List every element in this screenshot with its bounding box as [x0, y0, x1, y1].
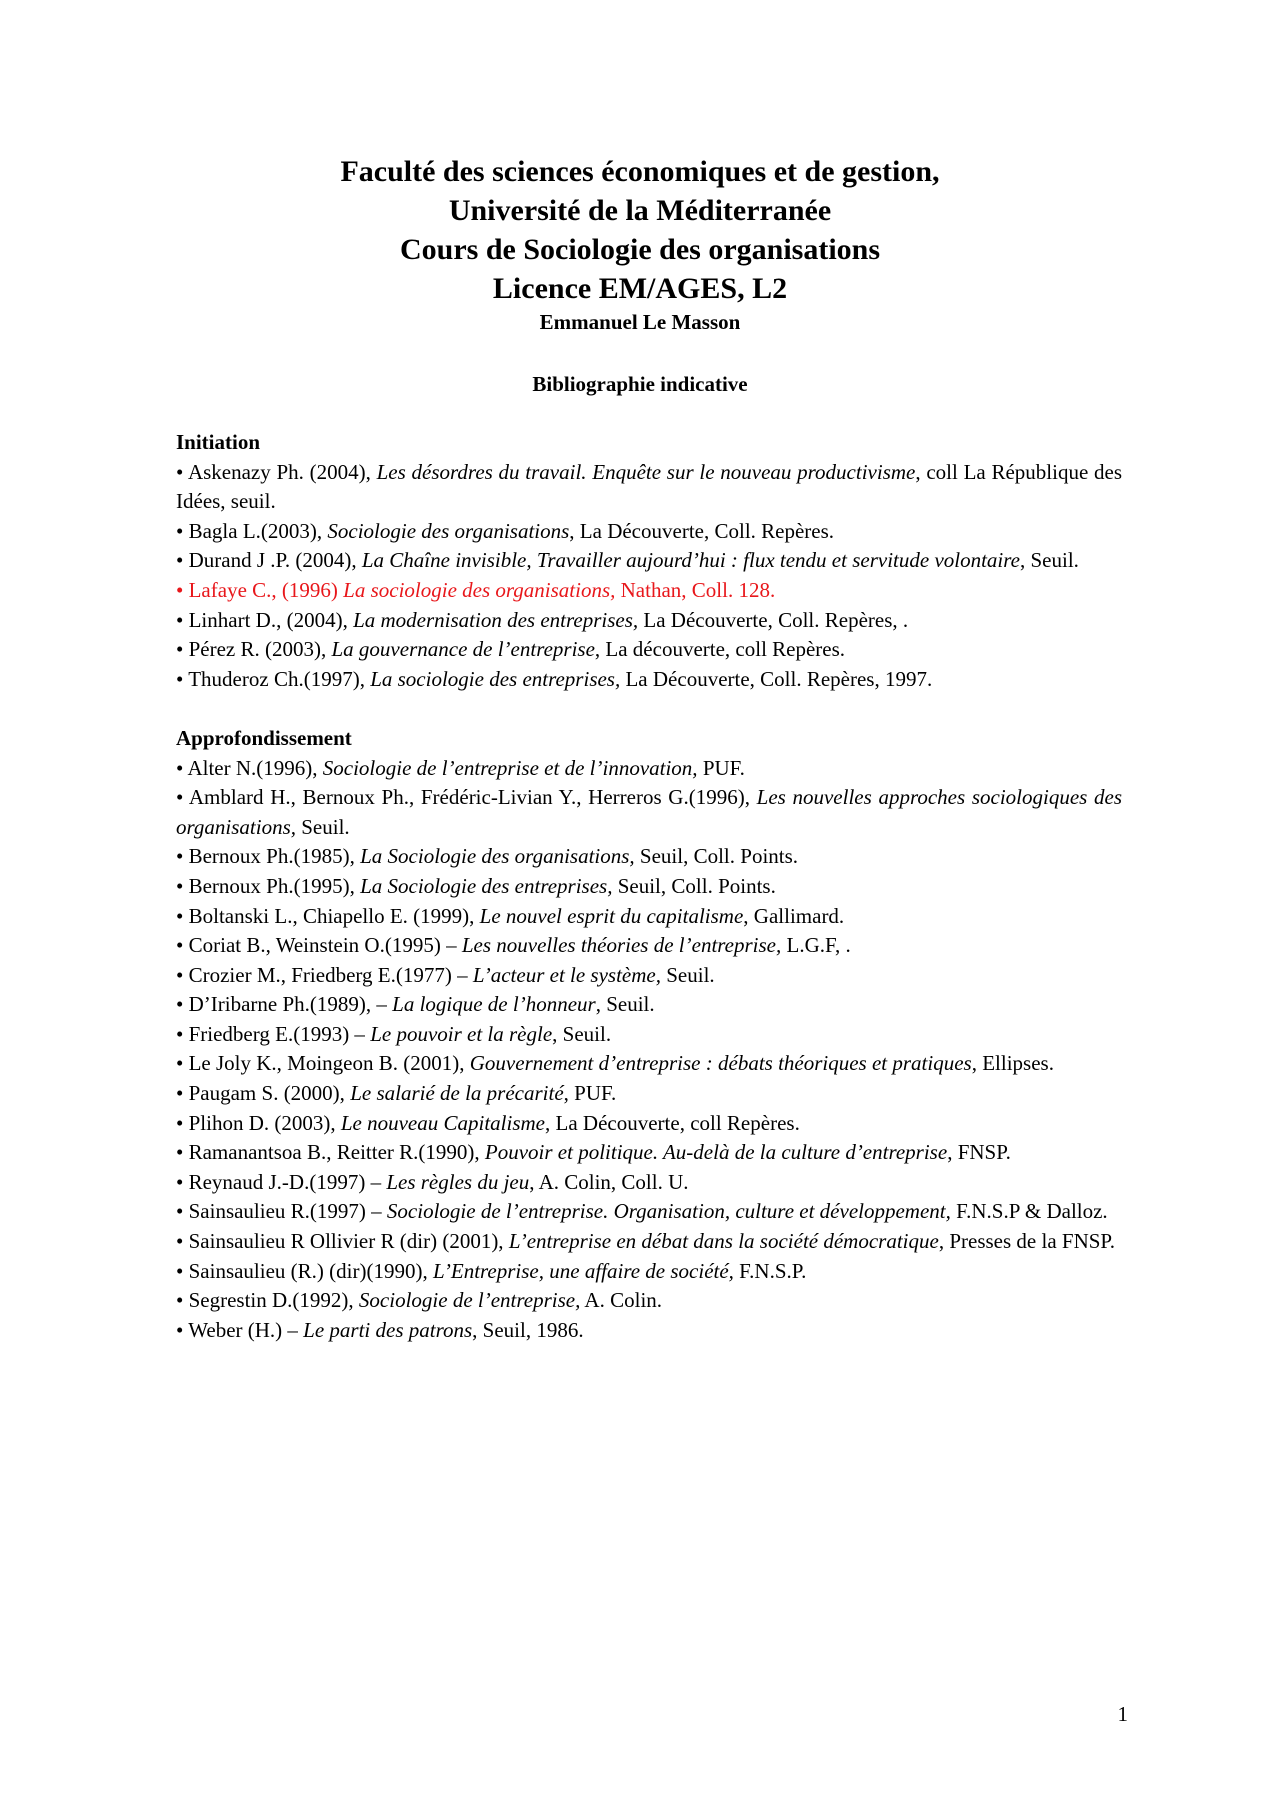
- page-number: 1: [1117, 1702, 1128, 1726]
- bibliography-entry: [176, 872, 1122, 902]
- entry-author: Sainsaulieu (R.) (dir)(1990),: [188, 1258, 433, 1283]
- entry-bullet: •: [176, 755, 188, 780]
- entry-title: Les nouvelles approches sociologiques des organisations,: [176, 785, 1122, 839]
- bibliography-entry: [176, 458, 1122, 517]
- entry-author: Sainsaulieu R.(1997) –: [188, 1199, 387, 1224]
- entry-publisher: , La découverte, coll Repères.: [594, 637, 846, 662]
- bibliography-entry: [176, 665, 1122, 695]
- entry-title: Gouvernement d’entreprise : débats théoriques et pratiques: [469, 1051, 972, 1076]
- entry-bullet: •: [176, 1317, 189, 1342]
- entry-bullet: •: [176, 785, 189, 810]
- entry-bullet: •: [176, 962, 189, 987]
- entry-bullet: •: [176, 1258, 189, 1283]
- bibliography-entry: [176, 1316, 1122, 1346]
- entry-title: La Sociologie des entreprises,: [360, 873, 613, 898]
- entry-author: Bernoux Ph.(1985),: [188, 844, 361, 869]
- entry-publisher: , Seuil, 1986.: [472, 1317, 584, 1342]
- entry-author: Askenazy Ph. (2004),: [187, 459, 377, 484]
- bibliography-entry: [176, 1020, 1122, 1050]
- bibliography-entry: [176, 546, 1122, 576]
- entry-publisher: Seuil, Coll. Points.: [612, 873, 776, 898]
- entry-bullet: •: [176, 577, 189, 602]
- entry-bullet: •: [176, 548, 189, 573]
- entry-publisher: Nathan, Coll. 128.: [615, 577, 776, 602]
- entry-author: Plihon D. (2003),: [188, 1110, 341, 1135]
- bibliography-entry: [176, 902, 1122, 932]
- bibliography-entry: [176, 517, 1122, 547]
- entry-bullet: •: [176, 1140, 189, 1165]
- entry-title: Pouvoir et politique. Au-delà de la culture d’entreprise: [484, 1140, 948, 1165]
- entry-title: Sociologie de l’entreprise et de l’innovation,: [322, 755, 698, 780]
- entry-author: Crozier M., Friedberg E.(1977) –: [188, 962, 473, 987]
- bibliography-entry: [176, 842, 1122, 872]
- entry-title: Les désordres du travail. Enquête sur le nouveau productivisme: [376, 459, 916, 484]
- entry-author: Paugam S. (2000),: [188, 1081, 351, 1106]
- entry-publisher: A. Colin.: [580, 1288, 663, 1313]
- entry-publisher: L.G.F, .: [781, 933, 851, 958]
- bibliography-entry: [176, 990, 1122, 1020]
- section-title-approfondissement: Approfondissement: [176, 725, 352, 750]
- entry-bullet: •: [176, 1051, 189, 1076]
- entry-publisher: Seuil, Coll. Points.: [634, 844, 799, 869]
- entry-bullet: •: [176, 1169, 189, 1194]
- header-course: Cours de Sociologie des organisations: [399, 233, 881, 266]
- entry-publisher: F.N.S.P.: [733, 1258, 807, 1283]
- entry-bullet: •: [176, 1110, 189, 1135]
- entry-title: La gouvernance de l’entreprise: [331, 637, 595, 662]
- header-level: Licence EM/AGES, L2: [492, 272, 788, 305]
- entry-title: Le parti des patrons: [303, 1317, 473, 1342]
- entry-bullet: •: [176, 637, 189, 662]
- bibliography-content: [176, 428, 1122, 1345]
- entry-bullet: •: [176, 992, 189, 1017]
- entry-author: Ramanantsoa B., Reitter R.(1990),: [188, 1140, 485, 1165]
- section-title-initiation: Initiation: [176, 430, 261, 454]
- entry-bullet: •: [176, 1288, 189, 1313]
- entry-publisher: , A. Colin, Coll. U.: [529, 1169, 689, 1194]
- entry-author: Alter N.(1996),: [187, 755, 323, 780]
- bibliography-entry: [176, 1197, 1122, 1227]
- entry-publisher: PUF.: [697, 755, 745, 780]
- entry-bullet: •: [176, 933, 189, 958]
- entry-title: La Sociologie des organisations,: [360, 844, 635, 869]
- entry-title: La logique de l’honneur: [392, 992, 596, 1017]
- entry-title: La sociologie des organisations,: [343, 577, 616, 602]
- bibliography-entry: [176, 783, 1122, 842]
- entry-author: Amblard H., Bernoux Ph., Frédéric-Livian Y., Herreros G.(1996),: [188, 785, 757, 810]
- entry-publisher: , Ellipses.: [971, 1051, 1054, 1076]
- entry-title: Sociologie des organisations: [327, 518, 570, 543]
- entry-author: Lafaye C., (1996): [188, 577, 344, 602]
- entry-publisher: Seuil.: [661, 962, 715, 987]
- bibliography-entry: [176, 1138, 1122, 1168]
- entry-title: Le nouvel esprit du capitalisme: [479, 903, 744, 928]
- header-university: Université de la Méditerranée: [448, 194, 832, 227]
- document-header: [0, 152, 1280, 336]
- entry-publisher: , Seuil.: [552, 1021, 612, 1046]
- entry-author: Boltanski L., Chiapello E. (1999),: [188, 903, 480, 928]
- entry-publisher: , coll La République des Idées, seuil.: [176, 459, 1123, 514]
- entry-bullet: •: [176, 1229, 189, 1254]
- bibliography-entry: [176, 1257, 1122, 1287]
- bibliography-title: Bibliographie indicative: [532, 372, 748, 396]
- entry-bullet: •: [176, 844, 189, 869]
- entry-author: Reynaud J.-D.(1997) –: [188, 1169, 387, 1194]
- entry-author: Thuderoz Ch.(1997),: [188, 666, 371, 691]
- entry-publisher: , FNSP.: [947, 1140, 1011, 1165]
- entry-title: Le salarié de la précarité: [350, 1081, 564, 1106]
- section-spacer: [176, 694, 1122, 724]
- entry-bullet: •: [176, 903, 189, 928]
- entry-bullet: •: [176, 1081, 189, 1106]
- entry-title: La sociologie des entreprises,: [370, 666, 621, 691]
- entry-author: Weber (H.) –: [188, 1317, 304, 1342]
- entry-publisher: Seuil.: [296, 814, 350, 839]
- entry-publisher: , La Découverte, coll Repères.: [545, 1110, 800, 1135]
- entry-publisher: , Seuil.: [595, 992, 655, 1017]
- entry-bullet: •: [176, 1021, 189, 1046]
- header-faculty: Faculté des sciences économiques et de gestion,: [340, 155, 940, 188]
- bibliography-entry: [176, 1109, 1122, 1139]
- entry-publisher: La Découverte, Coll. Repères, .: [638, 607, 909, 632]
- bibliography-entry: [176, 754, 1122, 784]
- bibliography-entry: [176, 1286, 1122, 1316]
- entry-publisher: , Gallimard.: [743, 903, 845, 928]
- entry-author: Le Joly K., Moingeon B. (2001),: [188, 1051, 470, 1076]
- bibliography-entry: [176, 1168, 1122, 1198]
- entry-title: Le nouveau Capitalisme: [340, 1110, 546, 1135]
- bibliography-entry: [176, 961, 1122, 991]
- entry-title: Les nouvelles théories de l’entreprise,: [461, 933, 782, 958]
- entry-title: La Chaîne invisible, Travailler aujourd’hui : flux tendu et servitude volontaire: [361, 548, 1020, 573]
- entry-publisher: La Découverte, Coll. Repères, 1997.: [620, 666, 933, 691]
- entry-publisher: , PUF.: [563, 1081, 617, 1106]
- bibliography-entry: [176, 1049, 1122, 1079]
- entry-author: Bagla L.(2003),: [188, 518, 328, 543]
- entry-bullet: •: [176, 459, 188, 484]
- entry-title: Sociologie de l’entreprise,: [358, 1288, 581, 1313]
- bibliography-entry: [176, 1079, 1122, 1109]
- entry-title: La modernisation des entreprises,: [353, 607, 639, 632]
- entry-title: Les règles du jeu: [386, 1169, 530, 1194]
- entry-author: Coriat B., Weinstein O.(1995) –: [188, 933, 462, 958]
- entry-author: Friedberg E.(1993) –: [188, 1021, 371, 1046]
- entry-bullet: •: [176, 1199, 189, 1224]
- entry-bullet: •: [176, 873, 189, 898]
- bibliography-entry-highlighted: [176, 576, 1122, 606]
- entry-author: Bernoux Ph.(1995),: [188, 873, 361, 898]
- entry-author: Durand J .P. (2004),: [188, 548, 362, 573]
- entry-publisher: , Seuil.: [1019, 548, 1079, 573]
- entry-title: Le pouvoir et la règle: [370, 1021, 553, 1046]
- entry-publisher: , La Découverte, Coll. Repères.: [569, 518, 835, 543]
- header-author: Emmanuel Le Masson: [539, 310, 741, 334]
- entry-author: Sainsaulieu R Ollivier R (dir) (2001),: [188, 1229, 509, 1254]
- entry-title: L’acteur et le système,: [472, 962, 661, 987]
- entry-author: Segrestin D.(1992),: [188, 1288, 359, 1313]
- entry-title: L’entreprise en débat dans la société démocratique: [508, 1229, 939, 1254]
- entry-publisher: F.N.S.P & Dalloz.: [950, 1199, 1108, 1224]
- entry-bullet: •: [176, 607, 189, 632]
- bibliography-entry: [176, 635, 1122, 665]
- entry-author: Linhart D., (2004),: [188, 607, 354, 632]
- entry-title: Sociologie de l’entreprise. Organisation, culture et développement,: [386, 1199, 951, 1224]
- entry-author: Pérez R. (2003),: [188, 637, 332, 662]
- entry-bullet: •: [176, 666, 189, 691]
- entry-author: D’Iribarne Ph.(1989), –: [188, 992, 393, 1017]
- bibliography-entry: [176, 1227, 1122, 1257]
- entry-title: L’Entreprise, une affaire de société,: [432, 1258, 734, 1283]
- entry-bullet: •: [176, 518, 189, 543]
- bibliography-entry: [176, 606, 1122, 636]
- entry-publisher: , Presses de la FNSP.: [938, 1229, 1116, 1254]
- bibliography-entry: [176, 931, 1122, 961]
